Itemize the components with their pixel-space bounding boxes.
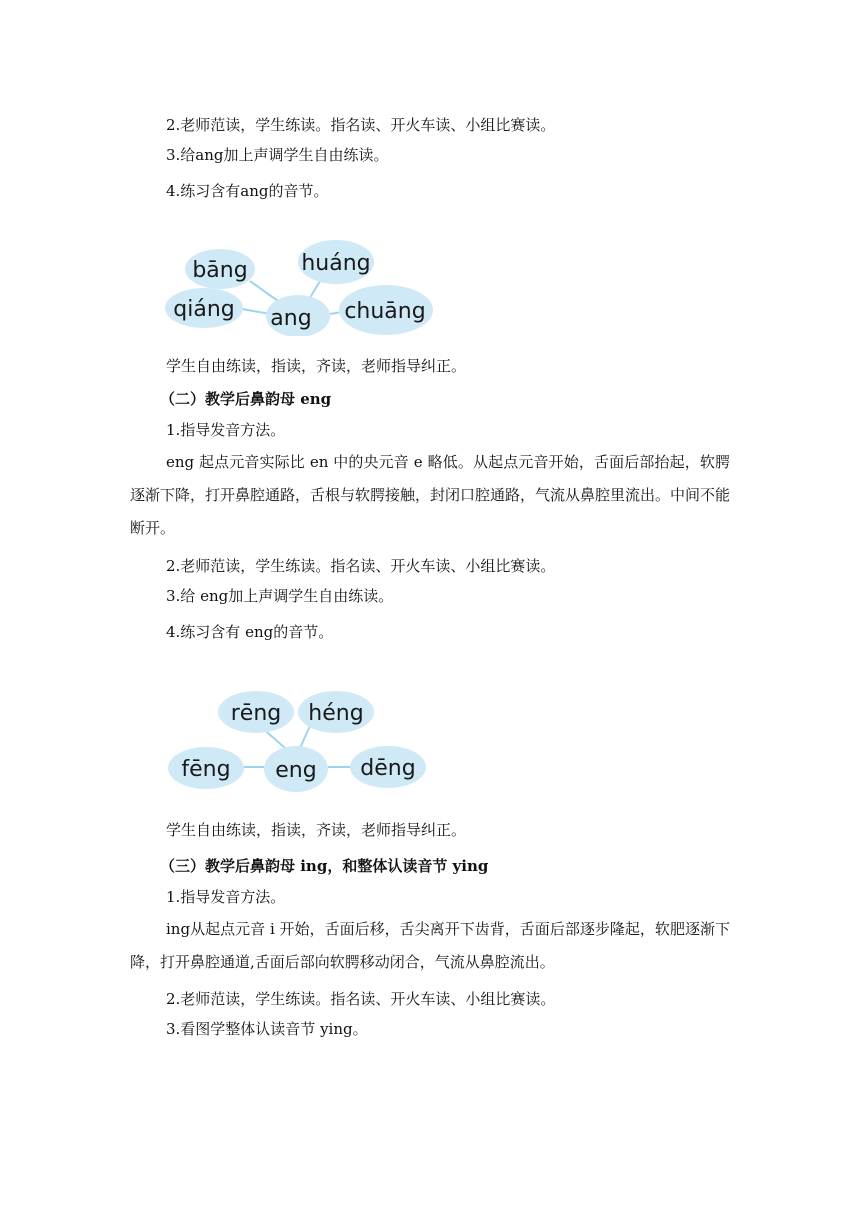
eng-word-feng: fēng: [181, 757, 231, 782]
ing-step-1: 1.指导发音方法。: [166, 888, 286, 906]
eng-description: eng 起点元音实际比 en 中的央元音 e 略低。从起点元音开始，舌面后部抬起，软腭逐渐下降，打开鼻腔通路，舌根与软腭接触，封闭口腔通路，气流从鼻腔里流出。中间不能断开。: [130, 453, 731, 537]
eng-heading: （二）教学后鼻韵母 eng: [160, 390, 332, 408]
ang-center: ang: [270, 306, 312, 331]
ing-description: ing从起点元音 i 开始，舌面后移，舌尖离开下齿背，舌面后部逐步隆起，软肥逐渐下降，打开鼻腔通道,舌面后部向软腭移动闭合，气流从鼻腔流出。: [130, 920, 730, 971]
eng-step-2: 2.老师范读，学生练读。指名读、开火车读、小组比赛读。: [166, 557, 556, 575]
ing-step-2: 2.老师范读，学生练读。指名读、开火车读、小组比赛读。: [166, 990, 556, 1008]
eng-word-heng: héng: [308, 701, 364, 726]
eng-word-reng: rēng: [230, 701, 282, 726]
eng-step-1: 1.指导发音方法。: [166, 421, 286, 439]
eng-practice-note: 学生自由练读，指读，齐读，老师指导纠正。: [166, 821, 467, 839]
eng-word-deng: dēng: [360, 756, 416, 781]
ang-syllable-diagram: [160, 236, 440, 336]
ang-step-3: 3.给ang加上声调学生自由练读。: [166, 146, 389, 164]
ang-word-chuang: chuāng: [344, 299, 426, 324]
ang-word-bang: bāng: [192, 258, 248, 283]
ang-practice-note: 学生自由练读，指读，齐读，老师指导纠正。: [166, 357, 467, 375]
ing-heading: （三）教学后鼻韵母 ing，和整体认读音节 ying: [160, 857, 489, 875]
ang-step-2: 2.老师范读，学生练读。指名读、开火车读、小组比赛读。: [166, 116, 556, 134]
ang-word-huang: huáng: [301, 251, 371, 276]
eng-step-3: 3.给 eng加上声调学生自由练读。: [166, 587, 394, 605]
ang-step-4: 4.练习含有ang的音节。: [166, 182, 329, 200]
eng-step-4: 4.练习含有 eng的音节。: [166, 623, 334, 641]
eng-center: eng: [275, 758, 317, 783]
ing-step-3: 3.看图学整体认读音节 ying。: [166, 1020, 368, 1038]
ang-word-qiang: qiáng: [173, 297, 235, 322]
eng-syllable-diagram: [160, 686, 440, 798]
